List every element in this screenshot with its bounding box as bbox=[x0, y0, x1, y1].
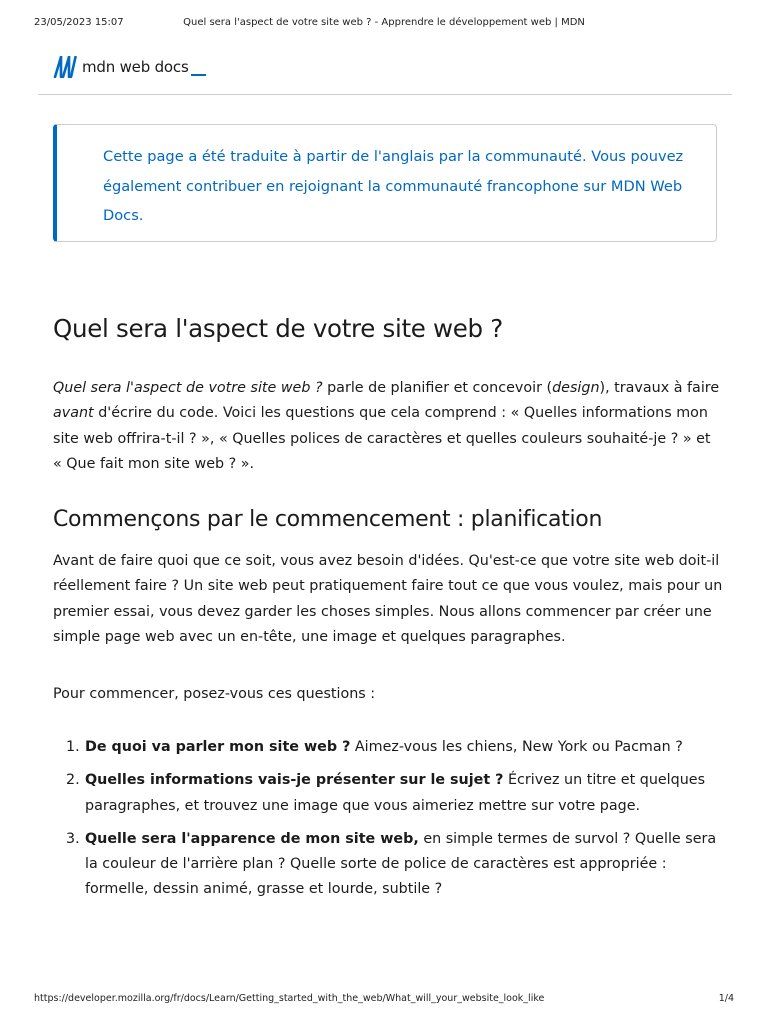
list-item-number: 3. bbox=[66, 830, 80, 847]
page-title: Quel sera l'aspect de votre site web ? bbox=[53, 314, 503, 343]
print-date: 23/05/2023 15:07 bbox=[34, 17, 124, 28]
section-heading: Commençons par le commencement : planification bbox=[53, 507, 603, 532]
intro-paragraph bbox=[53, 376, 723, 477]
translation-notice-text[interactable]: Cette page a été traduite à partir de l'anglais par la communauté. Vous pouvez également contribuer en rejoignant la communauté francophone sur MDN Web Docs. bbox=[103, 148, 684, 224]
list-item bbox=[53, 827, 723, 903]
intro-text-1: parle de planifier et concevoir ( bbox=[322, 380, 553, 396]
print-page-title: Quel sera l'aspect de votre site web ? - Apprendre le développement web | MDN bbox=[183, 17, 585, 28]
mdn-m-logo-icon bbox=[53, 56, 77, 78]
intro-em-design: design bbox=[552, 380, 600, 396]
intro-text-2: ), travaux à faire bbox=[599, 380, 720, 396]
list-item-text: Écrivez un titre et quelques paragraphes, et trouvez une image que vous aimeriez mettre sur votre page. bbox=[85, 772, 706, 814]
print-page-number: 1/4 bbox=[718, 993, 734, 1004]
translation-notice bbox=[53, 124, 717, 242]
list-item bbox=[53, 768, 723, 819]
print-url: https://developer.mozilla.org/fr/docs/Learn/Getting_started_with_the_web/What_will_your_website_look_like bbox=[34, 993, 545, 1004]
list-item-number: 2. bbox=[66, 772, 80, 789]
intro-text-3: d'écrire du code. Voici les questions que cela comprend : « Quelles informations mon site web offrira-t-il ? », « Quelles polices de caractères et quelles couleurs souhaité-je ? » et « Que fait mon site web ? ». bbox=[53, 405, 711, 472]
list-item-number: 1. bbox=[66, 739, 80, 755]
mdn-wordmark: mdn web docs bbox=[82, 58, 189, 76]
print-footer bbox=[34, 993, 734, 1007]
list-item-text: en simple termes de survol ? Quelle sera la couleur de l'arrière plan ? Quelle sorte de police de caractères est appropriée : formelle, dessin animé, grasse et lourde, subtile ? bbox=[85, 830, 717, 898]
list-item-question: Quelles informations vais-je présenter sur le sujet ? bbox=[85, 772, 504, 789]
planning-paragraph: Avant de faire quoi que ce soit, vous avez besoin d'idées. Qu'est-ce que votre site web doit-il réellement faire ? Un site web peut pratiquement faire tout ce que vous voulez, mais pour un premier essai, vous devez garder les choses simples. Nous allons commencer par créer une simple page web avec un en-tête, une image et quelques paragraphes. bbox=[53, 553, 723, 645]
header-divider bbox=[38, 94, 732, 95]
intro-em-title: Quel sera l'aspect de votre site web ? bbox=[53, 380, 323, 396]
print-header bbox=[34, 17, 734, 31]
mdn-logo-link[interactable] bbox=[53, 54, 206, 80]
list-item bbox=[53, 735, 723, 760]
intro-em-avant: avant bbox=[53, 405, 94, 422]
list-item-question: Quelle sera l'apparence de mon site web, bbox=[85, 830, 419, 847]
list-item-text: Aimez-vous les chiens, New York ou Pacman ? bbox=[350, 739, 683, 755]
questions-list bbox=[53, 735, 723, 911]
list-item-question: De quoi va parler mon site web ? bbox=[85, 739, 351, 755]
questions-intro: Pour commencer, posez-vous ces questions : bbox=[53, 686, 376, 702]
wordmark-cursor bbox=[191, 74, 206, 76]
